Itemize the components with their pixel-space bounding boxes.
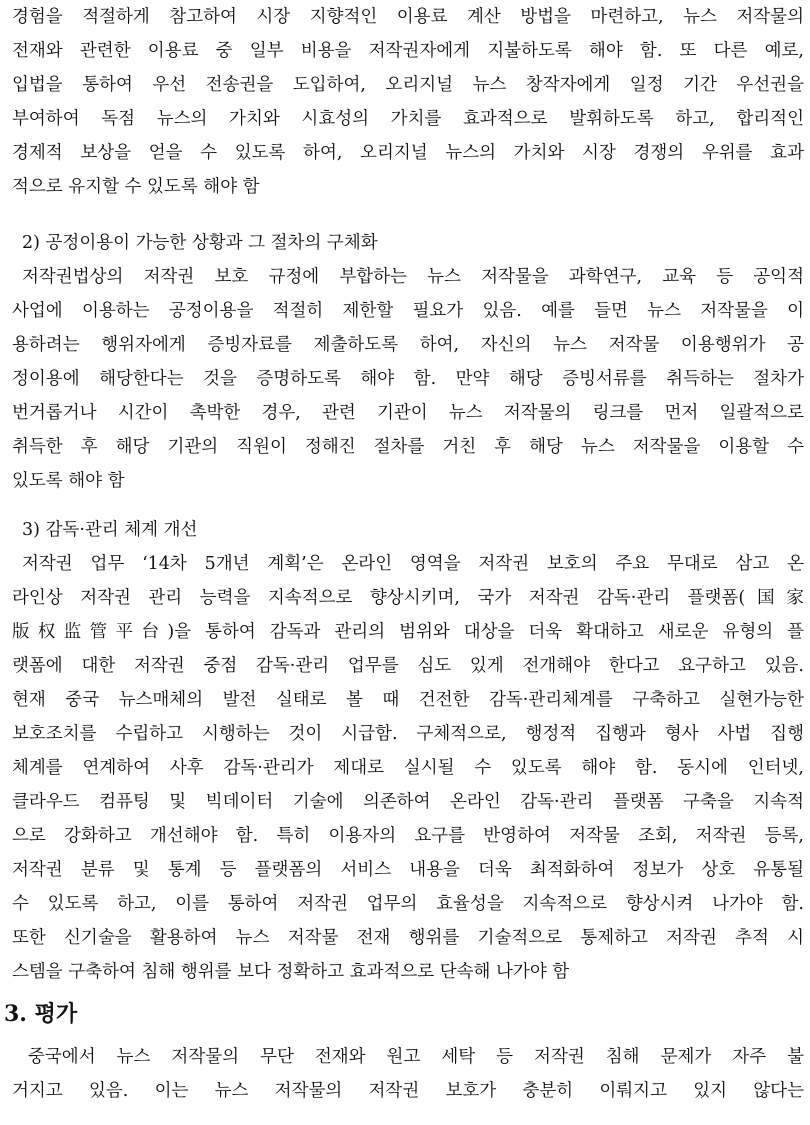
paragraph-line: 랫폼에 대한 저작권 중점 감독·관리 업무를 심도 있게 전개해야 한다고 요구하고 있음. bbox=[12, 656, 804, 676]
paragraph-line: 취득한 후 해당 기관의 직원이 정해진 절차를 거친 후 해당 뉴스 저작물을 이용할 수 bbox=[12, 437, 804, 457]
paragraph-line: 저작권법상의 저작권 보호 규정에 부합하는 뉴스 저작물을 과학연구, 교육 등 공익적 bbox=[22, 267, 804, 287]
paragraph-line: 경제적 보상을 얻을 수 있도록 하여, 오리지널 뉴스의 가치와 시장 경쟁의 우위를 효과 bbox=[12, 143, 804, 163]
paragraph-line: 클라우드 컴퓨팅 및 빅데이터 기술에 의존하여 온라인 감독·관리 플랫폼 구축을 지속적 bbox=[12, 792, 804, 812]
paragraph-line: 스템을 구축하여 침해 행위를 보다 정확하고 효과적으로 단속해 나가야 함 bbox=[12, 962, 570, 982]
paragraph-line: 용하려는 행위자에게 증빙자료를 제출하도록 하여, 자신의 뉴스 저작물 이용행위가 공 bbox=[12, 335, 804, 355]
paragraph-line: 보호조치를 수립하고 시행하는 것이 시급함. 구체적으로, 행정적 집행과 형사 사법 집행 bbox=[12, 724, 804, 744]
paragraph-line: 체계를 연계하여 사후 감독·관리가 제대로 실시될 수 있도록 해야 함. 동시에 인터넷, bbox=[12, 758, 804, 778]
paragraph-line: 정이용에 해당한다는 것을 증명하도록 해야 함. 만약 해당 증빙서류를 취득하는 절차가 bbox=[12, 369, 804, 389]
paragraph-line: 저작권 분류 및 통계 등 플랫폼의 서비스 내용을 더욱 최적화하여 정보가 상호 유통될 bbox=[12, 860, 804, 880]
paragraph-line: 또한 신기술을 활용하여 뉴스 저작물 전재 행위를 기술적으로 통제하고 저작권 추적 시 bbox=[12, 928, 804, 948]
paragraph-line: 있도록 해야 함 bbox=[12, 471, 125, 491]
paragraph-line: 사업에 이용하는 공정이용을 적절히 제한할 필요가 있음. 예를 들면 뉴스 저작물을 이 bbox=[12, 301, 804, 321]
paragraph-line: 거지고 있음. 이는 뉴스 저작물의 저작권 보호가 충분히 이뤄지고 있지 않다는 bbox=[12, 1081, 804, 1101]
paragraph-line: 경험을 적절하게 참고하여 시장 지향적인 이용료 계산 방법을 마련하고, 뉴스 저작물의 bbox=[12, 7, 804, 27]
section-heading: 3) 감독·관리 체계 개선 bbox=[22, 520, 198, 540]
paragraph-line: 수 있도록 하고, 이를 통하여 저작권 업무의 효율성을 지속적으로 향상시켜 나가야 함. bbox=[12, 894, 804, 914]
section-heading-evaluation: 3. 평가 bbox=[4, 1001, 78, 1027]
paragraph-line: 입법을 통하여 우선 전송권을 도입하여, 오리지널 뉴스 창작자에게 일정 기간 우선권을 bbox=[12, 75, 804, 95]
paragraph-line: 저작권 업무 ‘14차 5개년 계획’은 온라인 영역을 저작권 보호의 주요 무대로 삼고 온 bbox=[22, 554, 804, 574]
paragraph-line: 부여하여 독점 뉴스의 가치와 시효성의 가치를 효과적으로 발휘하도록 하고, 합리적인 bbox=[12, 109, 804, 129]
paragraph-line: 번거롭거나 시간이 촉박한 경우, 관련 기관이 뉴스 저작물의 링크를 먼저 일괄적으로 bbox=[12, 403, 804, 423]
paragraph-line: 적으로 유지할 수 있도록 해야 함 bbox=[12, 177, 260, 197]
section-heading: 2) 공정이용이 가능한 상황과 그 절차의 구체화 bbox=[22, 233, 378, 253]
paragraph-line: 전재와 관련한 이용료 중 일부 비용을 저작권자에게 지불하도록 해야 함. 또 다른 예로, bbox=[12, 41, 804, 61]
paragraph-line: 현재 중국 뉴스매체의 발전 실태로 볼 때 건전한 감독·관리체계를 구축하고 실현가능한 bbox=[12, 690, 804, 710]
paragraph-line: 라인상 저작권 관리 능력을 지속적으로 향상시키며, 국가 저작권 감독·관리 플랫폼(国家 bbox=[12, 588, 804, 608]
paragraph-line: 으로 강화하고 개선해야 함. 특히 이용자의 요구를 반영하여 저작물 조회, 저작권 등록, bbox=[12, 826, 804, 846]
paragraph-line: 版权监管平台)을 통하여 감독과 관리의 범위와 대상을 더욱 확대하고 새로운 유형의 플 bbox=[12, 622, 804, 642]
paragraph-line: 중국에서 뉴스 저작물의 무단 전재와 원고 세탁 등 저작권 침해 문제가 자주 불 bbox=[28, 1047, 804, 1067]
